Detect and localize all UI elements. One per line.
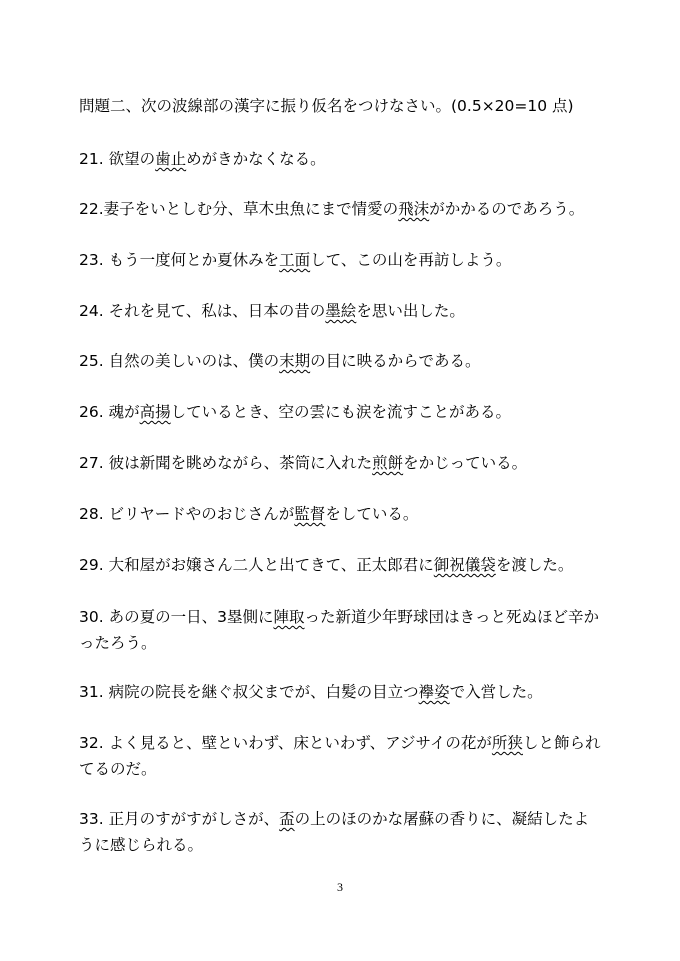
wavy-underlined-kanji: 工面: [279, 251, 311, 269]
question-item-24: [79, 299, 619, 323]
text-after: を思い出した。: [356, 302, 465, 320]
question-item-25: [79, 349, 619, 373]
wavy-underlined-kanji: 末期: [279, 352, 311, 370]
item-number: 33.: [79, 810, 104, 828]
question-item-28: [79, 502, 619, 526]
item-number: 26.: [79, 403, 104, 421]
wavy-underlined-kanji: 御祝儀袋: [433, 556, 496, 574]
text-after: がかかるのであろう。: [429, 200, 585, 218]
item-text: [109, 352, 481, 370]
wavy-underlined-kanji: 陣取: [273, 608, 305, 626]
question-item-30: [79, 604, 604, 656]
question-item-26: [79, 400, 619, 424]
question-item-33: [79, 806, 604, 858]
item-text: [109, 251, 512, 269]
question-item-32: [79, 730, 604, 782]
item-text: [109, 505, 419, 523]
item-number: 29.: [79, 556, 104, 574]
text-after: めがきかなくなる。: [186, 150, 326, 168]
text-after: の上のほのかな屠蘇の香りに、凝結したように感じられる。: [79, 810, 590, 854]
text-before: 欲望の: [108, 150, 156, 168]
wavy-underlined-kanji: 所狭: [491, 734, 523, 752]
text-after: して、この山を再訪しよう。: [310, 251, 512, 269]
item-text: [109, 302, 465, 320]
item-text: [109, 150, 326, 168]
wavy-underlined-kanji: 歯止: [155, 150, 187, 168]
item-number: 24.: [79, 302, 104, 320]
item-text: [109, 556, 574, 574]
item-text: [79, 608, 599, 652]
question-item-22: [79, 197, 639, 221]
item-text: [79, 810, 589, 854]
text-before: 彼は新聞を眺めながら、茶筒に入れた: [108, 454, 373, 472]
text-after: で入営した。: [449, 683, 543, 701]
text-before: 病院の院長を継ぐ叔父までが、白髪の目立つ: [108, 683, 419, 701]
item-number: 32.: [79, 734, 104, 752]
question-item-23: [79, 248, 619, 272]
item-number: 25.: [79, 352, 104, 370]
text-after: をかじっている。: [403, 454, 528, 472]
text-before: 自然の美しいのは、僕の: [108, 352, 280, 370]
question-item-31: [79, 680, 619, 704]
wavy-underlined-kanji: 飛沫: [398, 200, 430, 218]
text-before: 妻子をいとしむ分、草木虫魚にまで情愛の: [103, 200, 399, 218]
text-after: を渡した。: [495, 556, 574, 574]
item-number: 27.: [79, 454, 104, 472]
text-before: よく見ると、壁といわず、床といわず、アジサイの花が: [108, 734, 492, 752]
item-number: 31.: [79, 683, 104, 701]
question-item-29: [79, 553, 639, 577]
wavy-underlined-kanji: 高揚: [139, 403, 171, 421]
question-heading: 問題二、次の波線部の漢字に振り仮名をつけなさい。(0.5×20=10 点): [79, 97, 574, 115]
text-after: しと飾られてるのだ。: [79, 734, 601, 778]
wavy-underlined-kanji: 監督: [294, 505, 326, 523]
text-after: しているとき、空の雲にも涙を流すことがある。: [170, 403, 512, 421]
item-text: [104, 200, 585, 218]
item-text: [79, 734, 600, 778]
wavy-underlined-kanji: 盃: [279, 810, 295, 828]
wavy-underlined-kanji: 襷姿: [418, 683, 450, 701]
item-number: 30.: [79, 608, 104, 626]
page-number: 3: [337, 880, 343, 894]
item-number: 21.: [79, 150, 104, 168]
text-after: った新道少年野球団はきっと死ぬほど辛かったろう。: [79, 608, 599, 652]
item-text: [109, 454, 528, 472]
item-text: [109, 683, 543, 701]
item-number: 28.: [79, 505, 104, 523]
text-before: 魂が: [108, 403, 140, 421]
text-after: の目に映るからである。: [310, 352, 481, 370]
question-item-21: [79, 147, 619, 171]
text-before: あの夏の一日、3塁側に: [108, 608, 274, 626]
text-before: ビリヤードやのおじさんが: [108, 505, 295, 523]
wavy-underlined-kanji: 墨絵: [325, 302, 357, 320]
text-after: をしている。: [325, 505, 419, 523]
wavy-underlined-kanji: 煎餅: [372, 454, 404, 472]
item-text: [109, 403, 511, 421]
question-item-27: [79, 451, 619, 475]
text-before: それを見て、私は、日本の昔の: [108, 302, 326, 320]
text-before: 大和屋がお嬢さん二人と出てきて、正太郎君に: [108, 556, 434, 574]
item-number: 23.: [79, 251, 104, 269]
item-number: 22.: [79, 200, 104, 218]
text-before: もう一度何とか夏休みを: [108, 251, 280, 269]
text-before: 正月のすがすがしさが、: [108, 810, 280, 828]
